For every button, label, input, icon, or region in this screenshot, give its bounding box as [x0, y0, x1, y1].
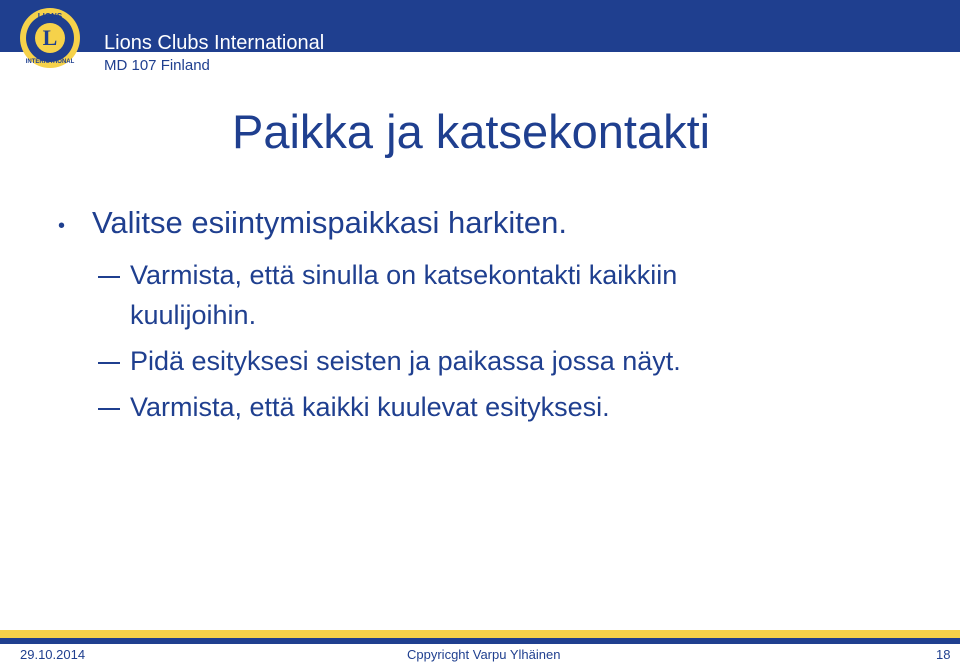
dash-icon: [98, 362, 120, 364]
lions-logo: [18, 6, 82, 70]
dash-icon: [98, 408, 120, 410]
footer-blue-rule: [0, 638, 960, 644]
bullet-item: Valitse esiintymispaikkasi harkiten.: [92, 205, 567, 240]
svg-text:LIONS: LIONS: [37, 12, 63, 21]
slide-title: Paikka ja katsekontakti: [232, 105, 711, 158]
organization-name: Lions Clubs International: [104, 32, 325, 54]
sub-bullet-item: Varmista, että sinulla on katsekontakti kaikkiin: [130, 260, 678, 290]
footer-yellow-rule: [0, 630, 960, 638]
footer-copyright: Cppyricght Varpu Ylhäinen: [407, 647, 561, 662]
sub-bullet-item: Pidä esityksesi seisten ja paikassa jossa näyt.: [130, 346, 681, 376]
footer-date: 29.10.2014: [20, 647, 86, 662]
sub-bullet-item-continuation: kuulijoihin.: [130, 300, 257, 330]
sub-bullet-item: Varmista, että kaikki kuulevat esityksesi.: [130, 392, 610, 422]
bullet-dot-icon: •: [58, 215, 66, 237]
svg-text:INTERNATIONAL: INTERNATIONAL: [25, 59, 75, 65]
page-number: 18: [936, 647, 951, 662]
district-name: MD 107 Finland: [104, 57, 210, 74]
svg-text:L: L: [42, 25, 58, 50]
dash-icon: [98, 276, 120, 278]
